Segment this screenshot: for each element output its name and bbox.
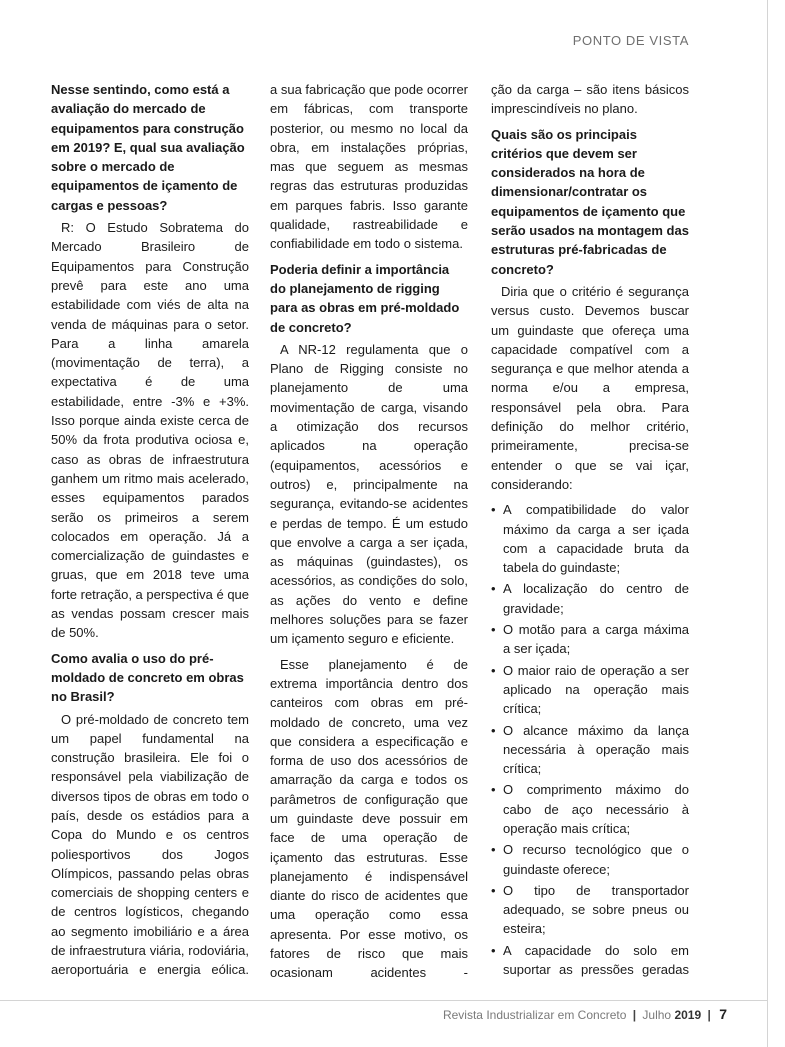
- page-footer: [443, 1006, 727, 1022]
- body-paragraph: A NR-12 regulamenta que o Plano de Rigging consiste no planejamento de uma movimentação de carga, visando a otimização dos recursos aplicados na operação (equipamentos, acessórios e outros) e, principalmente na segurança, evitando-se acidentes e perdas de tempo. É um estudo que envolve a carga a ser içada, as máquinas (guindastes), os acessórios, as condições do solo, as ações do vento e define melhores soluções para se fazer um içamento seguro e eficiente.: [270, 341, 468, 647]
- list-item: • A capacidade do solo em suportar as pressões geradas: [491, 941, 689, 980]
- footer-month: Julho: [642, 1008, 672, 1022]
- list-item: • O recurso tecnológico que o guindaste oferece;: [491, 840, 689, 879]
- list-item: • O maior raio de operação a ser aplicado na operação mais crítica;: [491, 661, 689, 719]
- interview-question: Poderia definir a importância do planejamento de rigging para as obras em pré-moldado de concreto?: [270, 261, 460, 335]
- body-paragraph: ção da carga – são itens básicos imprescindíveis no plano.: [491, 82, 689, 117]
- body-paragraph: Diria que o critério é segurança versus custo. Devemos buscar um guindaste que ofereça uma capacidade compatível com a segurança e que melhor atenda a norma e/ou a empresa, responsável pela obra. Para definição do melhor critério, primeiramente, precisa-se entender o que se vai içar, considerando:: [491, 283, 689, 492]
- body-paragraph: Esse planejamento é de extrema importância dentro dos canteiros com obras em pré-moldado de concreto, uma vez que considera a especificação e forma de uso dos acessórios de amarração da carga e todos os parâmetros de configuração que um guindaste deve possuir em face de uma operação de içamento das estruturas. Esse planejamento é indispensável diante do risco de acidentes que uma operação como essa apresenta. Por esse motivo, os fatores de risco que mais ocasionam acidentes -: [270, 656, 468, 980]
- article-column-3: [491, 80, 689, 980]
- footer-publication: Revista Industrializar em Concreto: [442, 1008, 627, 1022]
- list-item: • O comprimento máximo do cabo de aço necessário à operação mais crítica;: [491, 780, 689, 838]
- body-paragraph: a sua fabricação que pode ocorrer em fábricas, com transporte posterior, ou mesmo no local da obra, em instalações próprias, mas que seguem as mesmas regras das estruturas produzidas em parques fabris. Isso garante qualidade, rastreabilidade e confiabilidade em todo o sistema.: [270, 82, 468, 252]
- page-edge-rule: [767, 0, 768, 1047]
- footer-separator: |: [707, 1008, 711, 1022]
- page-number: 7: [719, 1006, 727, 1022]
- footer-separator: |: [632, 1008, 637, 1022]
- interview-question: Nesse sentindo, como está a avaliação do mercado de equipamentos para construção em 2019? E, qual sua avaliação sobre o mercado de equipamentos de içamento de cargas e pessoas?: [51, 82, 245, 213]
- list-item: • O motão para a carga máxima a ser içada;: [491, 620, 689, 659]
- list-item: • O tipo de transportador adequado, se sobre pneus ou esteira;: [491, 881, 689, 939]
- list-item: • A localização do centro de gravidade;: [491, 579, 689, 618]
- article-column-2: [270, 80, 468, 980]
- body-paragraph: R: O Estudo Sobratema do Mercado Brasileiro de Equipamentos para Construção prevê para este ano uma estabilidade com viés de alta na venda de máquinas para o setor. Para a linha amarela (movimentação de terra), a expectativa é de uma estabilidade, entre -3% e +3%. Isso porque ainda existe cerca de 50% da frota produtiva ociosa e, caso as obras de infraestrutura ganhem um ritmo mais acelerado, esses equipamentos parados serão os primeiros a serem colocados em operação. Já a comercialização de guindastes e gruas, que em 2018 teve uma forte retração, a perspectiva é que as vendas possam crescer mais de 50%.: [51, 220, 249, 641]
- footer-year: 2019: [674, 1008, 702, 1022]
- article-column-1: [51, 80, 249, 980]
- list-item: • O alcance máximo da lança necessária à operação mais crítica;: [491, 721, 689, 779]
- criteria-list: [491, 500, 689, 980]
- interview-question: Quais são os principais critérios que devem ser considerados na hora de dimensionar/contratar os equipamentos de içamento que serão usados na montagem das estruturas pré-fabricadas de concreto?: [491, 126, 689, 277]
- section-header: PONTO DE VISTA: [572, 33, 689, 48]
- body-paragraph: O pré-moldado de concreto tem um papel fundamental na construção brasileira. Ele foi o responsável pela viabilização de diversos tipos de obras em todo o país, desde os estádios para a Copa do Mundo e os centros poliesportivos dos Jogos Olímpicos, passando pelas obras comerciais de shopping centers e de centros logísticos, chegando ao segmento imobiliário e a área de infraestrutura viária, rodoviária, aeroportuária e energia eólica.: [51, 711, 249, 978]
- list-item: • A compatibilidade do valor máximo da carga a ser içada com a capacidade bruta da tabela do guindaste;: [491, 500, 689, 577]
- footer-divider: [0, 1000, 768, 1001]
- interview-question: Como avalia o uso do pré-moldado de concreto em obras no Brasil?: [51, 650, 244, 705]
